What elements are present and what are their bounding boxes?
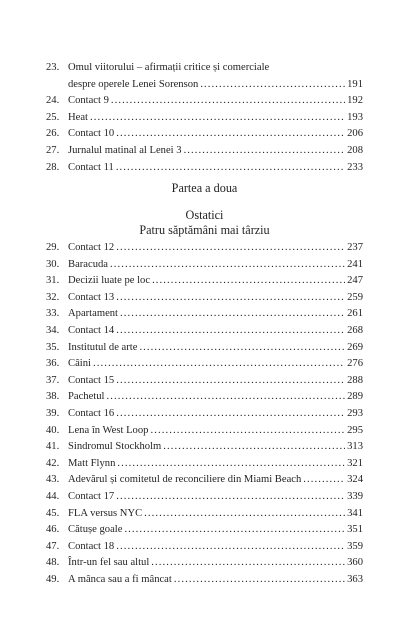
toc-entry [46, 340, 363, 357]
entry-title: Contact 11 [68, 161, 114, 173]
entry-number: 47. [46, 540, 60, 552]
entry-number: 46. [46, 524, 60, 536]
entry-title: Contact 18 [68, 540, 115, 552]
toc-entry [46, 489, 363, 506]
dot-leader [116, 489, 345, 506]
entry-number: 48. [46, 557, 60, 569]
toc-entry [46, 389, 363, 406]
section-subtitle: Patru săptămâni mai târziu [139, 223, 270, 237]
toc-entry [46, 439, 363, 456]
part-heading: Partea a doua [171, 181, 238, 195]
entry-page-number: 351 [347, 524, 363, 536]
dot-leader [90, 110, 345, 127]
entry-page-number: 261 [347, 308, 363, 320]
entry-page-number: 288 [347, 374, 363, 386]
entry-page-number: 276 [347, 358, 363, 370]
entry-number: 31. [46, 275, 60, 287]
toc-entry [46, 160, 363, 177]
dot-leader [200, 77, 345, 94]
entry-page-number: 237 [347, 242, 363, 253]
dot-leader [116, 160, 345, 177]
toc-entry [46, 406, 363, 423]
entry-page-number: 313 [347, 441, 363, 453]
dot-leader [110, 257, 345, 274]
toc-entry [46, 240, 363, 257]
entry-title: Contact 13 [68, 291, 115, 303]
entry-page-number: 268 [347, 324, 363, 336]
entry-number: 29. [46, 242, 60, 253]
entry-page-number: 321 [347, 457, 363, 469]
dot-leader [151, 555, 345, 572]
dot-leader [116, 323, 345, 340]
entry-title: Jurnalul matinal al Lenei 3 [68, 144, 182, 156]
entry-page-number: 359 [347, 540, 363, 552]
dot-leader [116, 290, 345, 307]
toc-entry [46, 257, 363, 274]
toc-entry [46, 323, 363, 340]
entry-page-number: 191 [347, 78, 363, 90]
entry-number: 33. [46, 308, 60, 320]
entry-number: 23. [46, 62, 60, 73]
entry-page-number: 339 [347, 490, 363, 502]
entry-title: Contact 9 [68, 95, 109, 107]
toc-entry [46, 539, 363, 556]
section-title: Ostatici [185, 208, 224, 222]
toc-entry [46, 456, 363, 473]
entry-number: 37. [46, 374, 60, 386]
dot-leader [116, 126, 345, 143]
entry-number: 43. [46, 474, 60, 486]
entry-title: Contact 12 [68, 242, 115, 253]
entry-number: 41. [46, 441, 60, 453]
entry-page-number: 241 [347, 258, 363, 270]
entry-number: 30. [46, 258, 60, 270]
entry-title: Cătușe goale [68, 524, 123, 536]
dot-leader [93, 356, 345, 373]
entry-title: Institutul de arte [68, 341, 138, 353]
entry-title: Apartament [68, 308, 119, 320]
dot-leader [150, 423, 345, 440]
entry-page-number: 293 [347, 407, 363, 419]
entry-number: 27. [46, 144, 60, 156]
dot-leader [174, 572, 345, 589]
entry-title: Matt Flynn [68, 457, 116, 469]
toc-entry [46, 93, 363, 110]
dot-leader [120, 306, 345, 323]
entry-page-number: 206 [347, 128, 363, 140]
entry-title: Contact 10 [68, 128, 115, 140]
entry-page-number: 193 [347, 111, 363, 123]
entry-number: 42. [46, 457, 60, 469]
dot-leader [163, 439, 345, 456]
entry-title: Omul viitorului – afirmații critice și comerciale [68, 62, 270, 73]
entry-number: 45. [46, 507, 60, 519]
entry-number: 44. [46, 490, 60, 502]
dot-leader [111, 93, 345, 110]
entry-title-continued: despre operele Lenei Sorenson [68, 78, 199, 90]
entry-title: Contact 14 [68, 324, 115, 336]
entry-page-number: 341 [347, 507, 363, 519]
toc-entry [46, 306, 363, 323]
entry-page-number: 363 [347, 573, 363, 585]
entry-page-number: 269 [347, 341, 363, 353]
toc-entry [46, 472, 363, 489]
dot-leader [116, 240, 345, 257]
entry-title: Sindromul Stockholm [68, 441, 162, 453]
entry-number: 39. [46, 407, 60, 419]
dot-leader [184, 143, 346, 160]
dot-leader [144, 506, 345, 523]
toc-entry [46, 423, 363, 440]
toc-entry [46, 60, 363, 93]
dot-leader [152, 273, 345, 290]
entry-page-number: 295 [347, 424, 363, 436]
entry-page-number: 208 [347, 144, 363, 156]
entry-number: 49. [46, 573, 60, 585]
toc-entry [46, 273, 363, 290]
entry-number: 32. [46, 291, 60, 303]
entry-title: Adevărul și comitetul de reconciliere din Miami Beach [68, 474, 302, 486]
entry-title: Într-un fel sau altul [68, 557, 150, 569]
toc-entry [46, 290, 363, 307]
entry-title: Câini [68, 358, 91, 370]
entry-number: 40. [46, 424, 60, 436]
toc-entry [46, 110, 363, 127]
dot-leader [106, 389, 345, 406]
entry-title: Pachetul [68, 391, 105, 403]
entry-title: Decizii luate pe loc [68, 275, 151, 287]
toc-entry [46, 555, 363, 572]
toc-entry [46, 143, 363, 160]
entry-title: Contact 15 [68, 374, 115, 386]
entry-title: FLA versus NYC [68, 507, 143, 519]
dot-leader [139, 340, 345, 357]
dot-leader [117, 456, 345, 473]
dot-leader [116, 406, 345, 423]
dot-leader [116, 373, 345, 390]
entry-number: 26. [46, 128, 60, 140]
toc-entry [46, 506, 363, 523]
toc-entry [46, 572, 363, 589]
entry-number: 35. [46, 341, 60, 353]
entry-title: Heat [68, 111, 88, 123]
entry-title: Contact 17 [68, 490, 115, 502]
entry-page-number: 233 [347, 161, 363, 173]
entry-number: 38. [46, 391, 60, 403]
entry-title: Baracuda [68, 258, 108, 270]
toc-entry [46, 126, 363, 143]
toc-entry [46, 373, 363, 390]
toc-list-part-one [46, 60, 363, 176]
entry-page-number: 324 [347, 474, 363, 486]
entry-number: 34. [46, 324, 60, 336]
entry-number: 36. [46, 358, 60, 370]
entry-page-number: 259 [347, 291, 363, 303]
dot-leader [303, 472, 345, 489]
entry-title: Lena în West Loop [68, 424, 149, 436]
entry-page-number: 192 [347, 95, 363, 107]
entry-title: A mânca sau a fi mâncat [68, 573, 172, 585]
dot-leader [116, 539, 345, 556]
toc-entry [46, 522, 363, 539]
toc-list-part-two [46, 240, 363, 588]
entry-title: Contact 16 [68, 407, 115, 419]
entry-number: 24. [46, 95, 60, 107]
entry-page-number: 247 [347, 275, 363, 287]
toc-entry [46, 356, 363, 373]
entry-number: 25. [46, 111, 60, 123]
entry-number: 28. [46, 161, 60, 173]
dot-leader [124, 522, 345, 539]
entry-page-number: 360 [347, 557, 363, 569]
entry-page-number: 289 [347, 391, 363, 403]
